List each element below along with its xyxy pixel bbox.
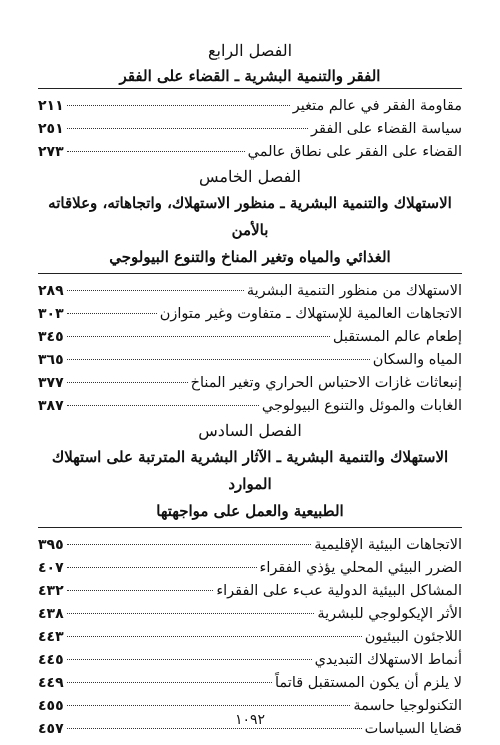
toc-entry[interactable]	[38, 118, 462, 141]
entry-label: قضايا السياسات	[364, 721, 462, 737]
entry-page-number: ٤٥٥	[38, 698, 64, 714]
toc-entry[interactable]	[38, 372, 462, 395]
leader-dots	[67, 405, 259, 406]
divider	[38, 527, 462, 528]
entry-label: سياسة القضاء على الفقر	[311, 121, 462, 137]
toc-entry[interactable]	[38, 649, 462, 672]
divider	[38, 88, 462, 89]
chapter-title: الفصل السادس	[198, 421, 302, 440]
section-title: الفقر والتنمية البشرية ـ القضاء على الفقر	[119, 67, 381, 85]
entry-label: الاستهلاك من منظور التنمية البشرية	[246, 283, 462, 299]
entry-label: القضاء على الفقر على نطاق عالمي	[247, 144, 462, 160]
toc-entry[interactable]	[38, 95, 462, 118]
entry-page-number: ٢١١	[38, 98, 64, 114]
entry-page-number: ٤٤٣	[38, 629, 64, 645]
entry-label: إطعام عالم المستقبل	[332, 329, 462, 345]
leader-dots	[67, 105, 290, 106]
chapter-title: الفصل الرابع	[207, 41, 293, 60]
leader-dots	[67, 336, 330, 337]
leader-dots	[67, 567, 257, 568]
page-number: ١٠٩٢	[234, 712, 266, 728]
leader-dots	[67, 544, 312, 545]
section-title	[38, 444, 462, 527]
toc-entry[interactable]	[38, 580, 462, 603]
toc-entry[interactable]	[38, 280, 462, 303]
leader-dots	[67, 359, 370, 360]
entry-label: أنماط الاستهلاك التبديدي	[314, 652, 462, 668]
toc-entry[interactable]	[38, 557, 462, 580]
leader-dots	[67, 705, 351, 706]
entry-page-number: ٣٤٥	[38, 329, 64, 345]
chapter-5	[38, 164, 462, 418]
entry-page-number: ٤٠٧	[38, 560, 64, 576]
entry-page-number: ٣٠٣	[38, 306, 64, 322]
leader-dots	[67, 682, 272, 683]
toc-entry[interactable]	[38, 326, 462, 349]
entry-label: مقاومة الفقر في عالم متغير	[292, 98, 462, 114]
section-title-line: الغذائي والمياه وتغير المناخ والتنوع البيولوجي	[109, 248, 391, 266]
entry-label: الأثر الإيكولوجي للبشرية	[317, 606, 462, 622]
entry-page-number: ٤٣٨	[38, 606, 64, 622]
divider	[38, 273, 462, 274]
leader-dots	[67, 290, 244, 291]
leader-dots	[67, 636, 362, 637]
entry-label: إنبعاثات غازات الاحتباس الحراري وتغير المناخ	[190, 375, 462, 391]
entry-page-number: ٤٥٧	[38, 721, 64, 737]
entry-label: المياه والسكان	[372, 352, 462, 368]
leader-dots	[67, 313, 157, 314]
toc-entry[interactable]	[38, 141, 462, 164]
toc-entry[interactable]	[38, 534, 462, 557]
leader-dots	[67, 151, 245, 152]
entry-label: الغابات والموئل والتنوع البيولوجي	[261, 398, 462, 414]
section-title	[38, 190, 462, 273]
entry-page-number: ٢٥١	[38, 121, 64, 137]
entry-label: الاتجاهات العالمية للإستهلاك ـ متفاوت وغير متوازن	[159, 306, 462, 322]
toc-entry[interactable]	[38, 603, 462, 626]
toc-entry[interactable]	[38, 349, 462, 372]
toc-entry[interactable]	[38, 626, 462, 649]
leader-dots	[67, 382, 188, 383]
leader-dots	[67, 590, 214, 591]
toc-entry[interactable]	[38, 303, 462, 326]
toc-entry[interactable]	[38, 672, 462, 695]
entry-page-number: ٣٨٧	[38, 398, 64, 414]
table-of-contents	[38, 38, 462, 741]
toc-entry[interactable]	[38, 395, 462, 418]
chapter-title: الفصل الخامس	[199, 167, 301, 186]
entry-page-number: ٣٦٥	[38, 352, 64, 368]
entry-page-number: ٤٤٥	[38, 652, 64, 668]
entry-page-number: ٣٧٧	[38, 375, 64, 391]
entry-page-number: ٢٧٣	[38, 144, 64, 160]
chapter-6	[38, 418, 462, 741]
entry-label: الضرر البيئي المحلي يؤذي الفقراء	[259, 560, 462, 576]
entry-label: لا يلزم أن يكون المستقبل قاتماً	[274, 675, 462, 691]
entry-page-number: ٤٤٩	[38, 675, 64, 691]
entry-page-number: ٤٣٢	[38, 583, 64, 599]
leader-dots	[67, 128, 308, 129]
section-title-line: الاستهلاك والتنمية البشرية ـ منظور الاستهلاك، واتجاهاته، وعلاقاته بالأمن	[48, 194, 452, 239]
leader-dots	[67, 659, 312, 660]
entry-label: اللاجئون البيئيون	[364, 629, 462, 645]
entry-label: التكنولوجيا حاسمة	[353, 698, 462, 714]
entry-page-number: ٣٩٥	[38, 537, 64, 553]
entry-page-number: ٢٨٩	[38, 283, 64, 299]
leader-dots	[67, 728, 362, 729]
chapter-4	[38, 38, 462, 164]
section-title-line: الاستهلاك والتنمية البشرية ـ الآثار البشرية المترتبة على استهلاك الموارد	[51, 448, 449, 493]
leader-dots	[67, 613, 315, 614]
section-title-line: الطبيعية والعمل على مواجهتها	[156, 502, 344, 520]
entry-label: المشاكل البيئية الدولية عبء على الفقراء	[216, 583, 462, 599]
entry-label: الاتجاهات البيئية الإقليمية	[314, 537, 462, 553]
